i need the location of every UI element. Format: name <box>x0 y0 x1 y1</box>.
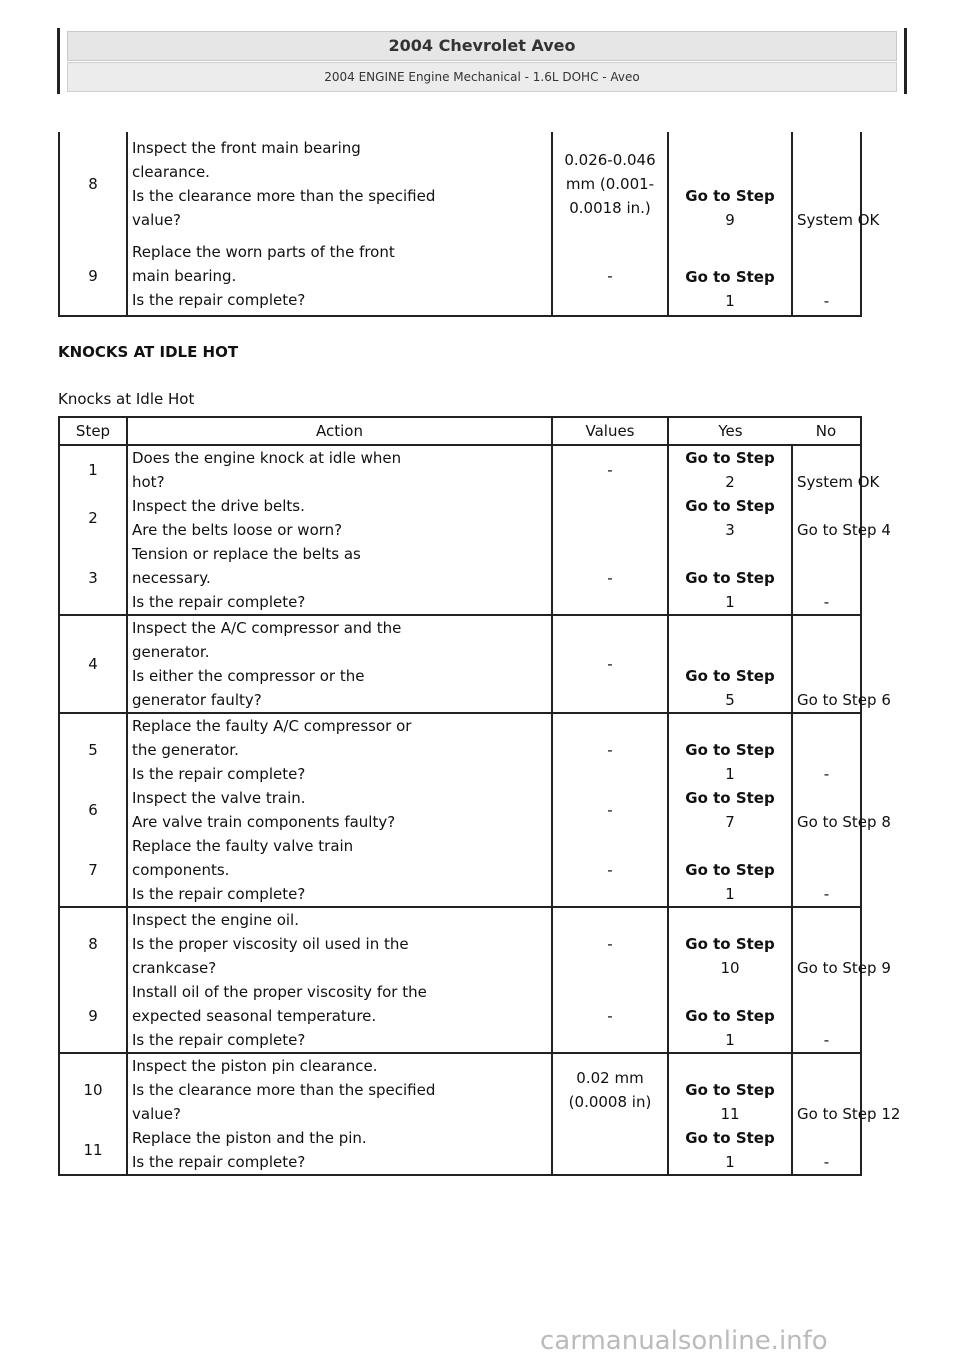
action-line: Is the clearance more than the specified <box>132 1081 436 1099</box>
action-line: value? <box>132 211 181 229</box>
go-to-step-label: Go to Step <box>685 1007 775 1025</box>
yes-cell <box>668 980 792 1053</box>
action-cell <box>127 834 552 907</box>
step-number: 8 <box>59 907 127 980</box>
value-cell: - <box>552 236 668 316</box>
yes-cell <box>668 132 792 236</box>
value-cell <box>552 542 668 615</box>
yes-cell <box>668 445 792 494</box>
action-line: Is the clearance more than the specified <box>132 187 436 205</box>
action-line: hot? <box>132 473 165 491</box>
column-header-yes: Yes <box>668 417 792 445</box>
action-line: necessary. <box>132 569 211 587</box>
go-to-step-label: Go to Step <box>685 268 775 286</box>
go-to-step-label: Go to Step <box>685 861 775 879</box>
yes-cell <box>668 1053 792 1126</box>
action-line: generator. <box>132 643 210 661</box>
no-cell: Go to Step 8 <box>792 786 861 834</box>
action-cell <box>127 494 552 542</box>
go-to-step-label: Go to Step <box>685 667 775 685</box>
action-line: Replace the piston and the pin. <box>132 1129 367 1147</box>
document-header <box>57 28 907 94</box>
knocks-at-idle-hot-table <box>58 416 901 1176</box>
header-title: 2004 Chevrolet Aveo <box>67 31 897 61</box>
action-cell <box>127 615 552 713</box>
action-line: Does the engine knock at idle when <box>132 449 402 467</box>
column-header-values: Values <box>552 417 668 445</box>
action-cell <box>127 713 552 786</box>
step-number: 4 <box>59 615 127 713</box>
action-cell <box>127 786 552 834</box>
action-line: Replace the worn parts of the front <box>132 242 395 261</box>
action-cell <box>127 132 552 236</box>
table-row <box>59 1126 861 1175</box>
no-cell: System OK <box>792 445 861 494</box>
yes-cell <box>668 713 792 786</box>
action-line: Is the repair complete? <box>132 885 306 903</box>
value-cell <box>552 494 668 542</box>
action-line: Is the repair complete? <box>132 765 306 783</box>
action-line: Replace the faulty valve train <box>132 837 354 855</box>
section-heading: KNOCKS AT IDLE HOT <box>58 343 239 361</box>
action-line: crankcase? <box>132 959 217 977</box>
action-cell <box>127 980 552 1053</box>
no-cell: - <box>792 980 861 1053</box>
table-row <box>59 542 861 615</box>
value-line: - <box>607 935 613 953</box>
action-line: Inspect the valve train. <box>132 789 306 807</box>
top-diagnostic-table <box>58 132 880 317</box>
action-line: components. <box>132 861 230 879</box>
action-line: Is the repair complete? <box>132 593 306 611</box>
yes-cell <box>668 786 792 834</box>
action-line: Inspect the A/C compressor and the <box>132 619 402 637</box>
table-row <box>59 132 861 236</box>
step-number: 8 <box>59 132 127 236</box>
yes-cell <box>668 834 792 907</box>
go-to-step-label: Go to Step <box>685 569 775 587</box>
yes-step-number: 2 <box>725 473 735 491</box>
step-number: 6 <box>59 786 127 834</box>
action-cell <box>127 236 552 316</box>
yes-cell <box>668 907 792 980</box>
action-line: Is either the compressor or the <box>132 667 365 685</box>
value-cell <box>552 713 668 786</box>
value-cell <box>552 1053 668 1126</box>
action-line: expected seasonal temperature. <box>132 1007 377 1025</box>
action-cell <box>127 1126 552 1175</box>
action-line: generator faulty? <box>132 691 262 709</box>
table-row <box>59 834 861 907</box>
go-to-step-label: Go to Step <box>685 187 775 205</box>
value-line: - <box>607 655 613 673</box>
value-line: - <box>607 461 613 479</box>
column-header-no: No <box>792 417 861 445</box>
table-row <box>59 1053 861 1126</box>
step-number: 7 <box>59 834 127 907</box>
yes-cell <box>668 236 792 316</box>
value-cell <box>552 980 668 1053</box>
table-body <box>59 445 901 1175</box>
yes-step-number: 1 <box>725 765 735 783</box>
go-to-step-label: Go to Step <box>685 789 775 807</box>
action-line: Are valve train components faulty? <box>132 813 396 831</box>
action-line: Install oil of the proper viscosity for the <box>132 983 427 1001</box>
value-cell <box>552 445 668 494</box>
go-to-step-label: Go to Step <box>685 497 775 515</box>
no-cell: - <box>792 542 861 615</box>
action-line: Replace the faulty A/C compressor or <box>132 717 412 735</box>
action-cell <box>127 542 552 615</box>
value-line: (0.0008 in) <box>568 1093 652 1111</box>
yes-cell <box>668 615 792 713</box>
step-number: 10 <box>59 1053 127 1126</box>
yes-cell <box>668 542 792 615</box>
yes-step-number: 3 <box>725 521 735 539</box>
action-cell <box>127 1053 552 1126</box>
action-line: the generator. <box>132 741 239 759</box>
no-cell: Go to Step 6 <box>792 615 861 713</box>
action-line: Is the proper viscosity oil used in the <box>132 935 409 953</box>
step-number: 9 <box>59 980 127 1053</box>
go-to-step-label: Go to Step <box>685 1081 775 1099</box>
no-cell: - <box>792 834 861 907</box>
table-row <box>59 786 861 834</box>
no-cell: Go to Step 9 <box>792 907 861 980</box>
step-number: 1 <box>59 445 127 494</box>
value-line: - <box>607 569 613 587</box>
yes-step-number: 1 <box>725 885 735 903</box>
value-cell <box>552 907 668 980</box>
table-caption: Knocks at Idle Hot <box>58 390 195 408</box>
yes-step-number: 1 <box>725 292 735 310</box>
no-cell: Go to Step 12 <box>792 1053 861 1126</box>
yes-step-number: 5 <box>725 691 735 709</box>
value-cell <box>552 786 668 834</box>
table-row <box>59 907 861 980</box>
action-line: Is the repair complete? <box>132 1031 306 1049</box>
action-line: Inspect the engine oil. <box>132 911 299 929</box>
value-line: - <box>607 801 613 819</box>
yes-step-number: 9 <box>725 211 735 229</box>
value-line: 0.02 mm <box>576 1069 644 1087</box>
table-row <box>59 445 861 494</box>
no-cell: - <box>792 1126 861 1175</box>
value-line: - <box>607 741 613 759</box>
no-cell: - <box>792 236 861 316</box>
value-line: 0.026-0.046 <box>564 151 656 169</box>
table-row <box>59 615 861 713</box>
step-number: 9 <box>59 236 127 316</box>
column-header-action: Action <box>127 417 552 445</box>
action-line: clearance. <box>132 163 210 181</box>
action-line: Is the repair complete? <box>132 290 306 309</box>
no-cell: - <box>792 713 861 786</box>
action-line: value? <box>132 1105 181 1123</box>
value-cell <box>552 615 668 713</box>
action-line: main bearing. <box>132 266 237 285</box>
step-number: 5 <box>59 713 127 786</box>
value-line: - <box>607 861 613 879</box>
step-number: 11 <box>59 1126 127 1175</box>
action-cell <box>127 445 552 494</box>
value-line: mm (0.001- <box>565 175 655 193</box>
yes-step-number: 11 <box>720 1105 740 1123</box>
action-cell <box>127 907 552 980</box>
action-line: Is the repair complete? <box>132 1153 306 1171</box>
step-number: 2 <box>59 494 127 542</box>
go-to-step-label: Go to Step <box>685 741 775 759</box>
action-line: Inspect the drive belts. <box>132 497 305 515</box>
yes-step-number: 1 <box>725 1031 735 1049</box>
value-cell <box>552 834 668 907</box>
action-line: Inspect the piston pin clearance. <box>132 1057 378 1075</box>
yes-cell <box>668 1126 792 1175</box>
go-to-step-label: Go to Step <box>685 935 775 953</box>
yes-step-number: 10 <box>720 959 740 977</box>
column-header-step: Step <box>59 417 127 445</box>
yes-cell <box>668 494 792 542</box>
value-line: - <box>607 1007 613 1025</box>
action-line: Tension or replace the belts as <box>132 545 361 563</box>
header-subtitle: 2004 ENGINE Engine Mechanical - 1.6L DOHC - Aveo <box>67 62 897 92</box>
table-row <box>59 494 861 542</box>
action-line: Are the belts loose or worn? <box>132 521 343 539</box>
value-cell <box>552 132 668 236</box>
watermark: carmanualsonline.info <box>540 1326 828 1356</box>
table-row <box>59 980 861 1053</box>
step-number: 3 <box>59 542 127 615</box>
go-to-step-label: Go to Step <box>685 449 775 467</box>
yes-step-number: 7 <box>725 813 735 831</box>
table-row <box>59 236 861 316</box>
yes-step-number: 1 <box>725 593 735 611</box>
value-cell <box>552 1126 668 1175</box>
table-row <box>59 713 861 786</box>
no-cell: System OK <box>792 132 861 236</box>
yes-step-number: 1 <box>725 1153 735 1171</box>
go-to-step-label: Go to Step <box>685 1129 775 1147</box>
table-header-row <box>59 417 861 445</box>
value-line: 0.0018 in.) <box>569 199 651 217</box>
action-line: Inspect the front main bearing <box>132 139 361 157</box>
no-cell: Go to Step 4 <box>792 494 861 542</box>
